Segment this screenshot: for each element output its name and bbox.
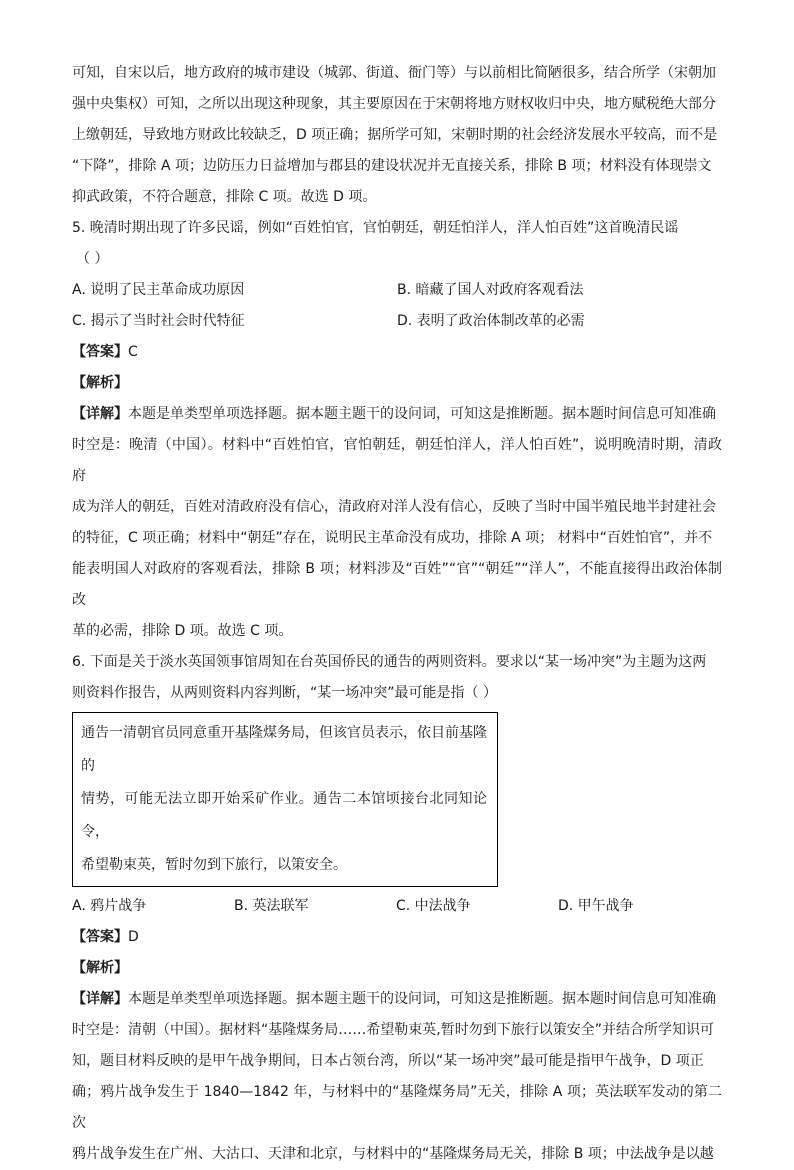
question-6-answer [72,922,722,953]
text-line: 知，题目材料反映的是甲午战争期间，日本占领台湾，所以“某一场冲突”最可能是指甲午战争，D 项正 [72,1053,704,1069]
text-line: 本题是单类型单项选择题。据本题主题干的设问词，可知这是推断题。据本题时间信息可知准确 [128,991,716,1007]
material-line: 希望勒束英，暂时勿到下旅行，以策安全。 [81,857,347,873]
detail-label: 【详解】 [72,991,128,1007]
text-line: 的特征，C 项正确；材料中“朝廷”存在，说明民主革命没有成功，排除 A 项； 材料中“百姓怕官”，并不 [72,530,713,546]
option-c: C. 揭示了当时社会时代特征 [72,313,245,329]
answer-value: C [128,344,138,360]
text-line: 成为洋人的朝廷，百姓对清政府没有信心，清政府对洋人没有信心，反映了当时中国半殖民地半封建社会 [72,499,716,515]
question-stem-text: 则资料作报告，从两则资料内容判断，“某一场冲突”最可能是指（ ） [72,685,497,701]
text-line: 上缴朝廷，导致地方财政比较缺乏，D 项正确；据所学可知，宋朝时期的社会经济发展水平较高，而不是 [72,127,718,143]
detail-label: 【详解】 [72,406,128,422]
option-b: B. 暗藏了国人对政府客观看法 [397,282,584,298]
analysis-label: 【解析】 [72,960,128,976]
source-material-box [72,712,498,887]
option-a: A. 说明了民主革命成功原因 [72,282,245,298]
question-5-detail [72,399,722,647]
material-line: 通告一清朝官员同意重开基隆煤务局，但该官员表示，依目前基隆的 [81,725,487,774]
question-5-analysis-label [72,368,722,399]
question-5-answer [72,337,722,368]
question-5-options [72,275,722,337]
text-line: 抑武政策，不符合题意，排除 C 项。故选 D 项。 [72,189,377,205]
option-a: A. 鸦片战争 [72,898,147,914]
answer-blank: （ ） [76,251,109,267]
prev-explanation [72,58,722,213]
option-d: D. 表明了政治体制改革的必需 [397,313,585,329]
text-line: 革的必需，排除 D 项。故选 C 项。 [72,623,293,639]
text-line: 时空是：清朝（中国）。据材料“基隆煤务局……希望勒束英,暂时勿到下旅行以策安全”并结合所学知识可 [72,1022,714,1038]
question-6-stem [72,647,722,709]
question-6-options [72,891,722,922]
option-b: B. 英法联军 [234,898,309,914]
text-line: 本题是单类型单项选择题。据本题主题干的设问词，可知这是推断题。据本题时间信息可知准确 [128,406,716,422]
document-page [72,58,722,1170]
text-line: 确；鸦片战争发生于 1840—1842 年，与材料中的“基隆煤务局”无关，排除 A 项；英法联军发动的第二次 [72,1084,722,1131]
answer-label: 【答案】 [72,929,128,945]
text-line: 强中央集权）可知，之所以出现这种现象，其主要原因在于宋朝将地方财权收归中央，地方赋税绝大部分 [72,96,716,112]
text-line: 时空是：晚清（中国）。材料中“百姓怕官，官怕朝廷，朝廷怕洋人，洋人怕百姓”，说明晚清时期，清政府 [72,437,722,484]
answer-value: D [128,929,139,945]
option-c: C. 中法战争 [396,898,471,914]
question-5-stem [72,213,722,275]
question-6-analysis-label [72,953,722,984]
question-6-detail [72,984,722,1170]
answer-label: 【答案】 [72,344,128,360]
text-line: 可知，自宋以后，地方政府的城市建设（城郭、街道、衙门等）与以前相比简陋很多，结合所学（宋朝加 [72,65,716,81]
question-stem-text: 6. 下面是关于淡水英国领事馆周知在台英国侨民的通告的两则资料。要求以“某一场冲突”为主题为这两 [72,654,707,670]
text-line: 鸦片战争发生在广州、大沽口、天津和北京，与材料中的“基隆煤务局无关，排除 B 项；中法战争是以越 [72,1146,714,1162]
text-line: 能表明国人对政府的客观看法，排除 B 项；材料涉及“百姓”“官”“朝廷”“洋人”，不能直接得出政治体制改 [72,561,722,608]
text-line: “下降”，排除 A 项；边防压力日益增加与郡县的建设状况并无直接关系，排除 B 项；材料没有体现崇文 [72,158,712,174]
question-stem-text: 5. 晚清时期出现了许多民谣，例如“百姓怕官，官怕朝廷，朝廷怕洋人，洋人怕百姓”这首晚清民谣 [72,220,679,236]
analysis-label: 【解析】 [72,375,128,391]
option-d: D. 甲午战争 [558,898,634,914]
material-line: 情势，可能无法立即开始采矿作业。通告二本馆顷接台北同知论令， [81,791,487,840]
